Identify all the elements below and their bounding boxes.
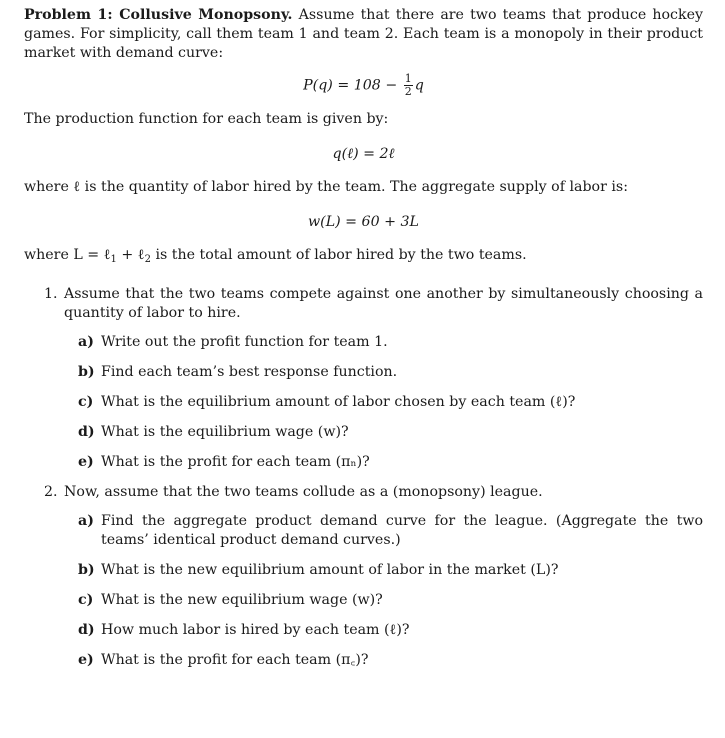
question-1 [24, 285, 703, 472]
demand-eq-fraction [404, 73, 413, 98]
part-label: b) [78, 364, 95, 380]
question-text: Now, assume that the two teams collude as a (monopsony) league. [64, 484, 543, 500]
part-label: e) [78, 454, 94, 470]
question-1-parts [64, 333, 703, 472]
question-number: 1. [44, 286, 58, 302]
fraction-denominator: 2 [404, 85, 412, 98]
part-label: e) [78, 652, 94, 668]
part-text: What is the profit for each team (π꜀)? [101, 652, 369, 668]
part-label: c) [78, 394, 94, 410]
part-item [24, 561, 703, 580]
part-text: Find each team’s best response function. [101, 364, 398, 380]
subscript-2: 2 [144, 254, 151, 265]
problem-statement [24, 6, 703, 63]
fraction-numerator: 1 [404, 72, 412, 85]
question-text: Assume that the two teams compete against one another by simultaneously choosing a quantity of labor to hire. [64, 286, 703, 321]
demand-equation [24, 73, 703, 98]
production-eq: q(ℓ) = 2ℓ [332, 146, 395, 162]
part-label: b) [78, 562, 95, 578]
subscript-1: 1 [110, 254, 117, 265]
part-text: How much labor is hired by each team (ℓ)? [101, 622, 410, 638]
part-text: What is the new equilibrium wage (w)? [101, 592, 383, 608]
part-item [24, 363, 703, 382]
question-2-parts [64, 512, 703, 670]
problem-intro: Assume that there are two teams that produce hockey games. For simplicity, call them team 1 and team 2. Each team is a monopoly in their product market with demand curve: [24, 7, 703, 61]
part-item [24, 423, 703, 442]
part-label: c) [78, 592, 94, 608]
question-list [24, 285, 703, 670]
part-text: What is the profit for each team (πₙ)? [101, 454, 370, 470]
part-label: d) [78, 622, 95, 638]
part-text: What is the equilibrium wage (w)? [101, 424, 349, 440]
total-labor-definition [24, 246, 703, 269]
production-equation [24, 145, 703, 164]
part-text: What is the new equilibrium amount of labor in the market (L)? [101, 562, 559, 578]
total-labor-pre: where L = ℓ [24, 247, 111, 263]
part-label: a) [78, 334, 94, 350]
part-label: d) [78, 424, 95, 440]
part-label: a) [78, 513, 94, 529]
production-intro: The production function for each team is given by: [24, 111, 389, 127]
question-2 [24, 483, 703, 670]
part-text: Find the aggregate product demand curve for the league. (Aggregate the two teams’ identical product demand curves.) [101, 513, 703, 548]
part-item [24, 393, 703, 412]
part-item [24, 453, 703, 472]
total-labor-mid: + ℓ [116, 247, 145, 263]
part-text: Write out the profit function for team 1. [101, 334, 388, 350]
demand-eq-lhs: P(q) = 108 − [303, 77, 398, 94]
part-item [24, 621, 703, 640]
total-labor-post: is the total amount of labor hired by the two teams. [150, 247, 527, 263]
part-item [24, 333, 703, 352]
part-text: What is the equilibrium amount of labor chosen by each team (ℓ)? [101, 394, 576, 410]
demand-eq-rhs: q [414, 77, 424, 94]
labor-supply-equation [24, 213, 703, 232]
problem-heading: Problem 1: Collusive Monopsony. [24, 7, 293, 23]
part-item [24, 512, 703, 550]
part-item [24, 591, 703, 610]
labor-intro: where ℓ is the quantity of labor hired by the team. The aggregate supply of labor is: [24, 179, 628, 195]
labor-supply-eq: w(L) = 60 + 3L [308, 214, 419, 230]
question-number: 2. [44, 484, 58, 500]
part-item [24, 651, 703, 670]
